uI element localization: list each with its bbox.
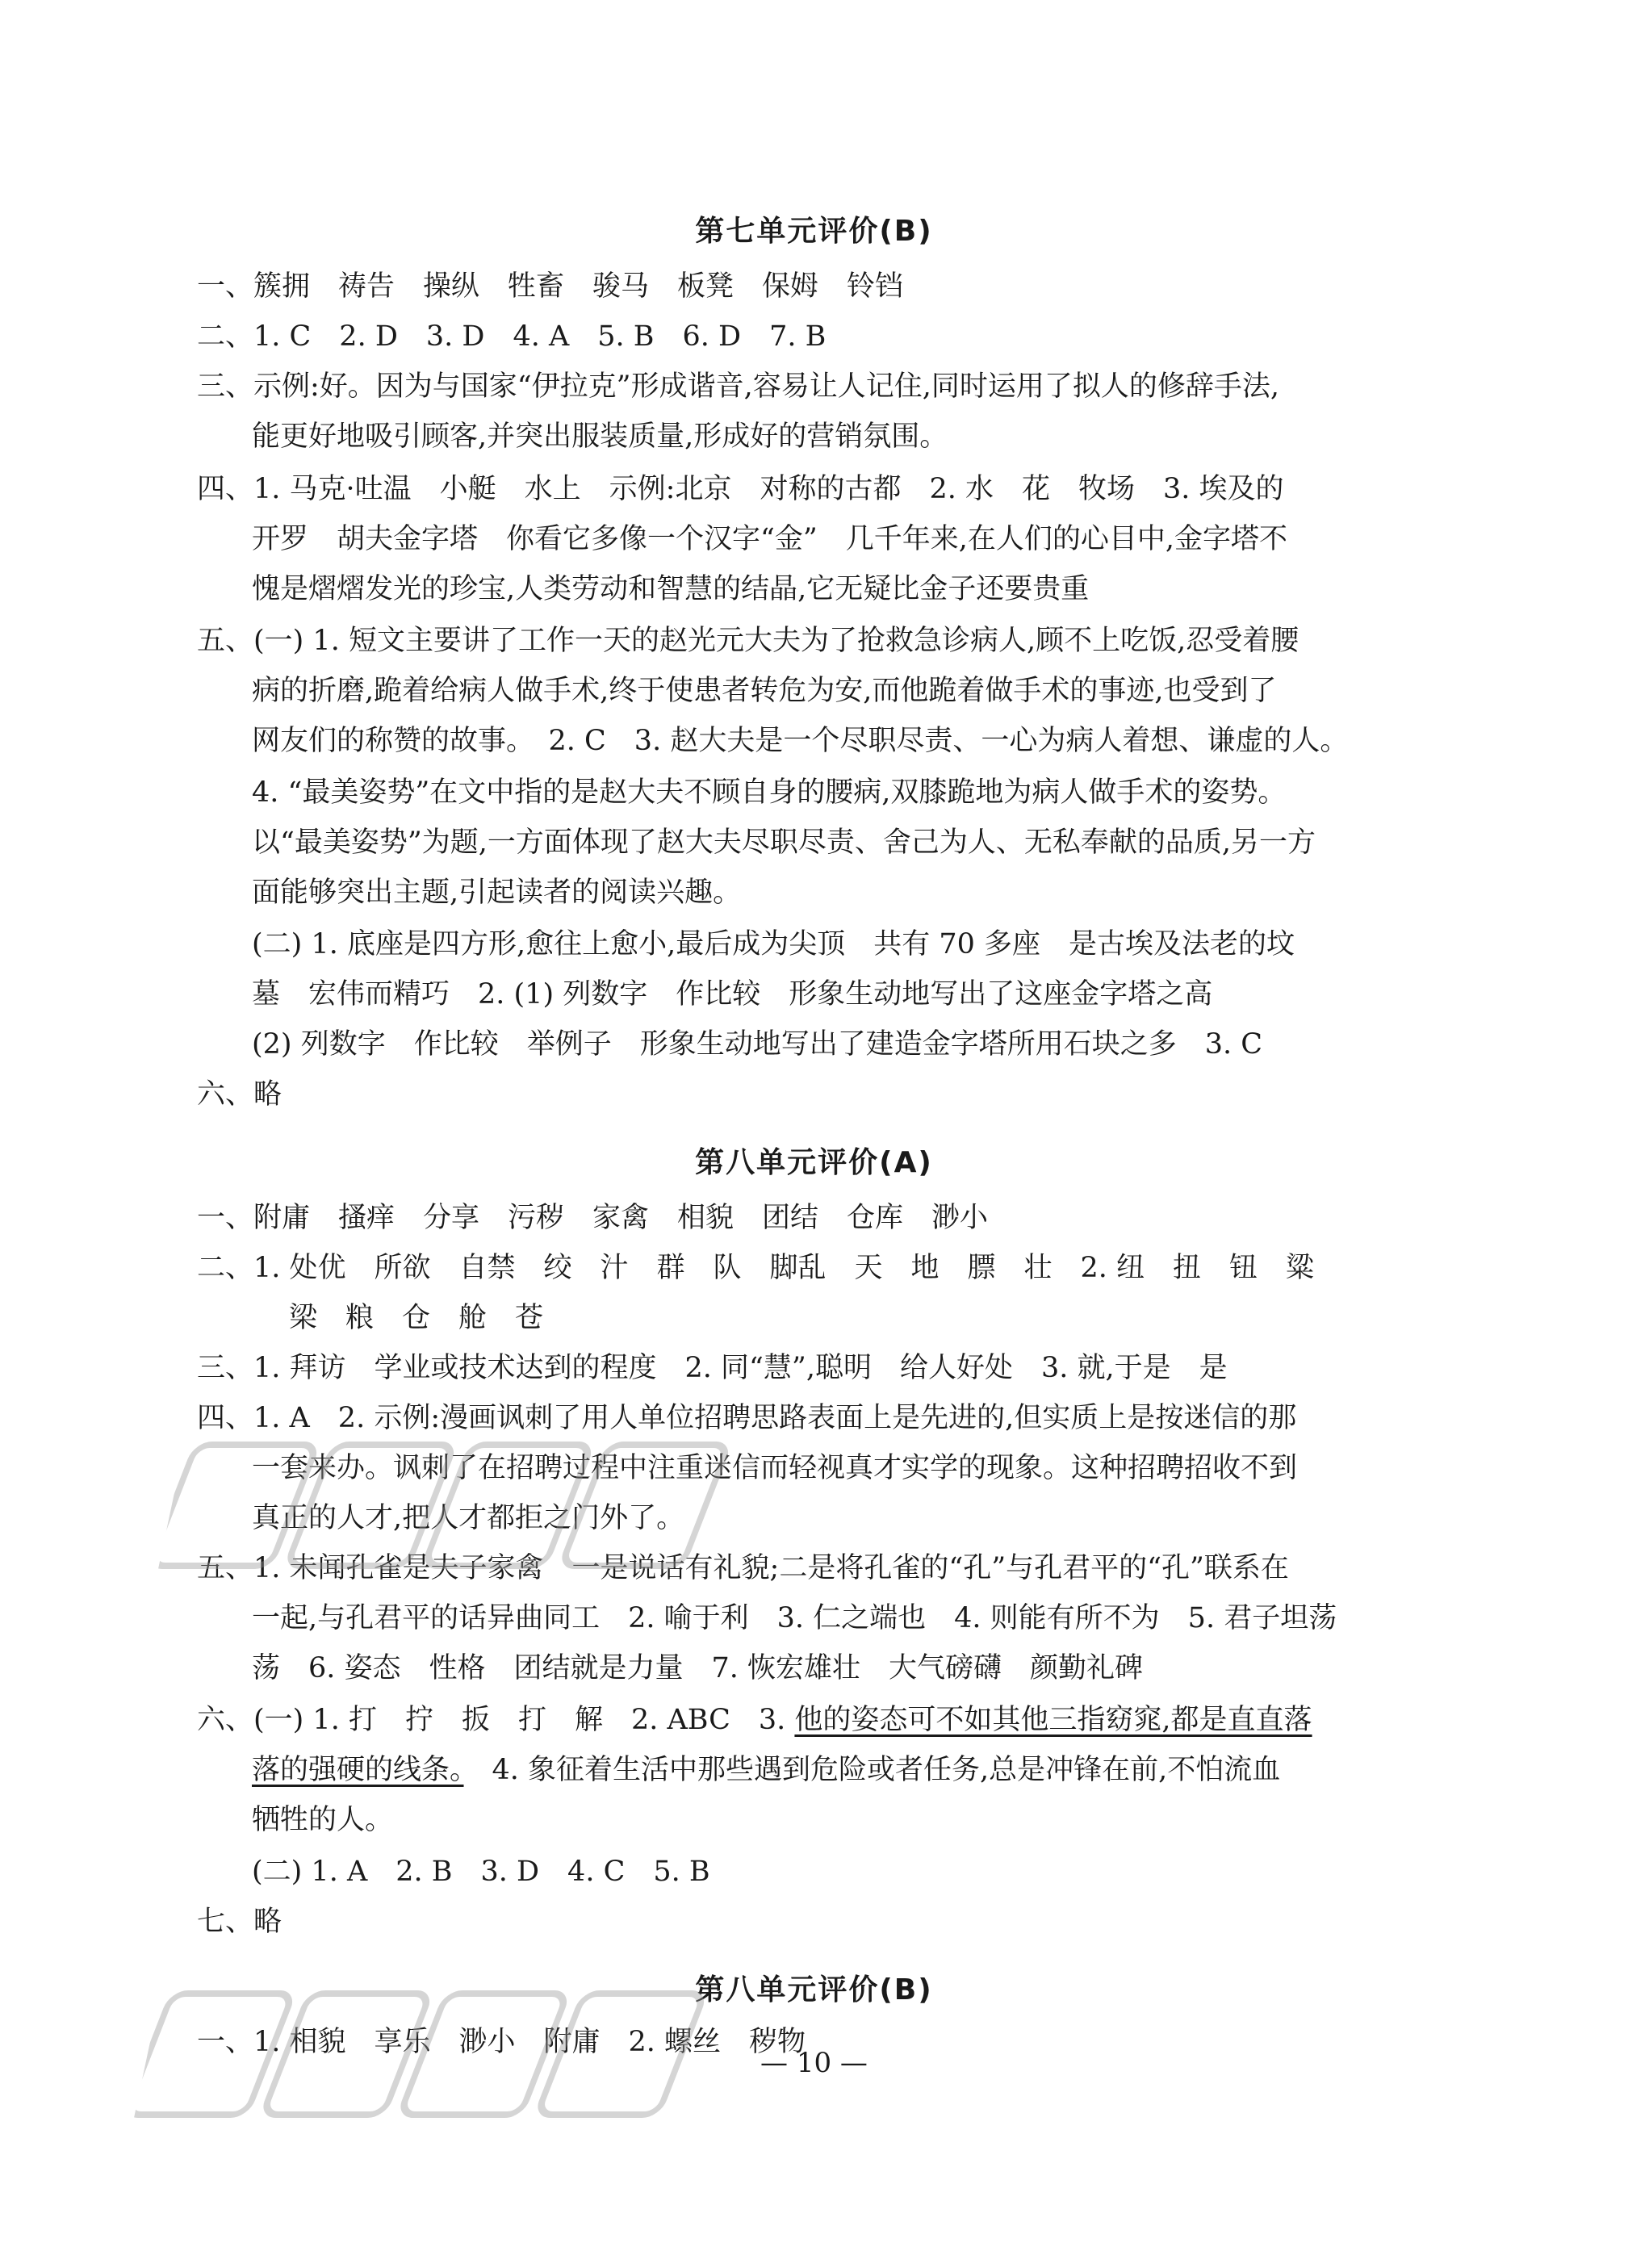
- u8a-q5-line2: 一起,与孔君平的话异曲同工 2. 喻于利 3. 仁之端也 4. 则能有所不为 5. 君子坦荡: [252, 1602, 1337, 1634]
- u7b-q5-line7: (二) 1. 底座是四方形,愈往上愈小,最后成为尖顶 共有 70 多座 是古埃及法老的坟: [252, 928, 1295, 960]
- u7b-q5-line5: 以“最美姿势”为题,一方面体现了赵大夫尽职尽责、舍己为人、无私奉献的品质,另一方: [252, 826, 1316, 859]
- u7b-q6: 六、略: [197, 1078, 282, 1111]
- u7b-q5-line8: 墓 宏伟而精巧 2. (1) 列数字 作比较 形象生动地写出了这座金字塔之高: [252, 978, 1213, 1011]
- watermark-logo-bottom: [125, 1969, 747, 2160]
- u8a-q4-line1: 四、1. A 2. 示例:漫画讽刺了用人单位招聘思路表面上是先进的,但实质上是按迷信的那: [197, 1402, 1297, 1434]
- u8a-q5-line1: 五、1. 未闻孔雀是夫子家禽 一是说话有礼貌;二是将孔雀的“孔”与孔君平的“孔”联系在: [197, 1552, 1289, 1584]
- u7b-q5-line9: (2) 列数字 作比较 举例子 形象生动地写出了建造金字塔所用石块之多 3. C: [252, 1028, 1263, 1061]
- u7b-q4-line2: 开罗 胡夫金字塔 你看它多像一个汉字“金” 几千年来,在人们的心目中,金字塔不: [252, 523, 1288, 555]
- u8a-q4-line2: 一套来办。讽刺了在招聘过程中注重迷信而轻视真才实学的现象。这种招聘招收不到: [252, 1452, 1298, 1484]
- u7b-q3-line2: 能更好地吸引顾客,并突出服装质量,形成好的营销氛围。: [252, 421, 948, 453]
- u8a-q1: 一、附庸 搔痒 分享 污秽 家禽 相貌 团结 仓库 渺小: [197, 1202, 989, 1234]
- section-title-unit7-b: 第七单元评价(B): [695, 215, 933, 248]
- u7b-q5-line4: 4. “最美姿势”在文中指的是赵大夫不顾自身的腰病,双膝跪地为病人做手术的姿势。: [252, 776, 1287, 809]
- u8a-q6-line2-text: 4. 象征着生活中那些遇到危险或者任务,总是冲锋在前,不怕流血: [463, 1754, 1281, 1786]
- u7b-q5-line2: 病的折磨,跪着给病人做手术,终于使患者转危为安,而他跪着做手术的事迹,也受到了: [252, 675, 1277, 707]
- u8a-q6-underlined-answer-1: 他的姿态可不如其他三指窈窕,都是直直落: [794, 1704, 1312, 1736]
- watermark-shape: [156, 1421, 772, 1582]
- page-number: — 10 —: [760, 2047, 868, 2079]
- u7b-q3-line1: 三、示例:好。因为与国家“伊拉克”形成谐音,容易让人记住,同时运用了拟人的修辞手法,: [197, 370, 1279, 403]
- u8a-q5-line3: 荡 6. 姿态 性格 团结就是力量 7. 恢宏雄壮 大气磅礴 颜勤礼碑: [252, 1652, 1144, 1684]
- u8a-q6-line1-text: 六、(一) 1. 打 拧 扳 打 解 2. ABC 3.: [197, 1704, 795, 1736]
- u7b-q5-line1: 五、(一) 1. 短文主要讲了工作一天的赵光元大夫为了抢救急诊病人,顾不上吃饭,忍受着腰: [197, 625, 1299, 657]
- u8a-q2-line2: 梁 粮 仓 舱 苍: [289, 1302, 544, 1334]
- u8a-q2-line1: 二、1. 处优 所欲 自禁 绞 汁 群 队 脚乱 天 地 膘 壮 2. 纽 扭 钮 粱: [197, 1252, 1315, 1284]
- u7b-q4-line1: 四、1. 马克·吐温 小艇 水上 示例:北京 对称的古都 2. 水 花 牧场 3. 埃及的: [197, 473, 1284, 505]
- u8a-q6-line4: (二) 1. A 2. B 3. D 4. C 5. B: [252, 1856, 710, 1888]
- u8a-q6-line2: [252, 1752, 1280, 1788]
- watermark-logo: [149, 1421, 771, 1611]
- u7b-q1: 一、簇拥 祷告 操纵 牲畜 骏马 板凳 保姆 铃铛: [197, 270, 904, 303]
- u7b-q2: 二、1. C 2. D 3. D 4. A 5. B 6. D 7. B: [197, 320, 827, 353]
- u8a-q6-underlined-answer-2: 落的强硬的线条。: [252, 1754, 464, 1786]
- u8a-q3: 三、1. 拜访 学业或技术达到的程度 2. 同“慧”,聪明 给人好处 3. 就,于是 是: [197, 1352, 1228, 1384]
- u8a-q4-line3: 真正的人才,把人才都拒之门外了。: [252, 1502, 685, 1534]
- u8a-q6-line3: 牺牲的人。: [252, 1804, 394, 1836]
- u7b-q5-line6: 面能够突出主题,引起读者的阅读兴趣。: [252, 877, 742, 909]
- section-title-unit8-a: 第八单元评价(A): [695, 1146, 933, 1179]
- u7b-q5-line3: 网友们的称赞的故事。 2. C 3. 赵大夫是一个尽职尽责、一心为病人着想、谦虚的人。: [252, 725, 1349, 757]
- u8b-q1: 一、1. 相貌 享乐 渺小 附庸 2. 螺丝 秽物: [197, 2026, 806, 2058]
- section-title-unit8-b: 第八单元评价(B): [695, 1973, 933, 2006]
- u7b-q4-line3: 愧是熠熠发光的珍宝,人类劳动和智慧的结晶,它无疑比金子还要贵重: [252, 573, 1090, 605]
- u8a-q7: 七、略: [197, 1906, 282, 1938]
- watermark-shape-bottom: [132, 1969, 747, 2131]
- u8a-q6-line1: [197, 1702, 1312, 1738]
